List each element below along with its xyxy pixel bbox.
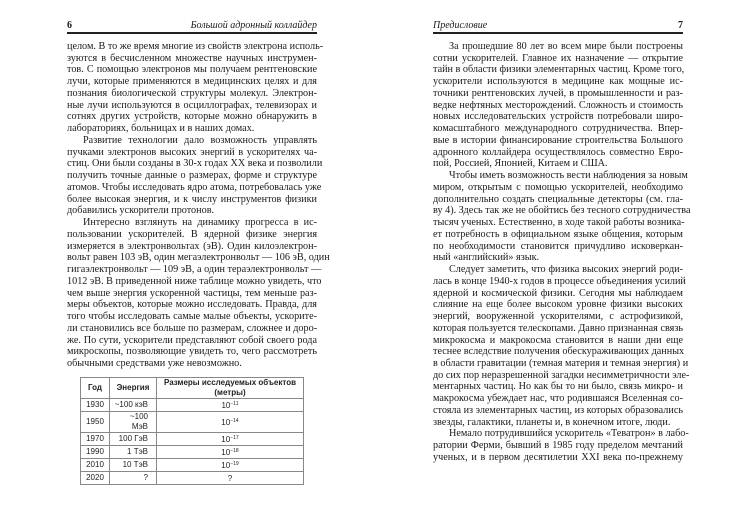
text-line: лучи, которые применяются в медицинских целях и для bbox=[67, 76, 317, 88]
year-cell: 1990 bbox=[81, 446, 110, 459]
text-line: ли становились все больше по размерам, сложнее и доро- bbox=[67, 322, 318, 334]
text-line: стояла из элементарных частиц, из которых образовались bbox=[433, 404, 683, 416]
table-row bbox=[81, 412, 304, 433]
text-line: ментарных частиц. Но как бы то ни было, связь микро- и bbox=[433, 381, 683, 393]
table-row bbox=[81, 459, 304, 472]
text-line: до сих пор неразрешенной загадки несимметричности эле- bbox=[433, 369, 690, 381]
text-line: тов. С помощью электронов мы получаем рентгеновские bbox=[67, 64, 317, 76]
text-line: атомов. Чтобы исследовать ядро атома, потребовалась уже bbox=[67, 181, 322, 193]
size-exponent: −18 bbox=[230, 448, 239, 454]
text-line: лабораториях, больницах и в наших домах. bbox=[67, 123, 255, 135]
energy-cell: 1 ТэВ bbox=[110, 446, 157, 459]
running-title: Большой адронный коллайдер bbox=[190, 20, 317, 31]
running-title: Предисловие bbox=[433, 20, 488, 31]
text-line: получить точные данные о размерах, форме и структуре bbox=[67, 170, 317, 182]
text-line: целом. В то же время многие из свойств электрона исполь- bbox=[67, 41, 324, 52]
table-row bbox=[81, 472, 304, 485]
text-line: меры объектов, которые можно исследовать. Правда, для bbox=[67, 299, 317, 311]
size-cell bbox=[157, 412, 304, 433]
energy-cell: 100 ГэВ bbox=[110, 433, 157, 446]
table-row bbox=[81, 399, 304, 412]
size-exponent: −11 bbox=[230, 401, 239, 407]
right-page bbox=[375, 0, 750, 530]
text-line: ведке нефтяных месторождений. Сложность и стоимость bbox=[433, 99, 683, 111]
text-line: тысяч ученых. Естественно, в ходе такой работы возника- bbox=[433, 217, 685, 229]
text-line: лась в конце 1940-х годов в процессе объединения усилий bbox=[433, 275, 686, 287]
text-line: слияние на еще более высоком уровне физики высоких bbox=[433, 299, 683, 311]
column-header: Год bbox=[81, 378, 110, 399]
year-cell: 1950 bbox=[81, 412, 110, 433]
text-line: чем выше энергия ускоренной частицы, тем меньше раз- bbox=[67, 287, 317, 299]
text-line: Чтобы иметь возможность вести наблюдения за новым bbox=[449, 170, 688, 182]
text-line: вые в истории финансирование строительства Большого bbox=[433, 134, 683, 146]
table-row bbox=[81, 446, 304, 459]
table-row bbox=[81, 433, 304, 446]
text-line: Развитие технологии дало возможность управлять bbox=[83, 134, 317, 146]
text-line: же. По сути, ускорители представляют собой своего рода bbox=[67, 334, 317, 346]
size-exponent: −19 bbox=[230, 461, 239, 467]
year-cell: 1970 bbox=[81, 433, 110, 446]
text-line: пучками электронов высоких энергий в ускорителях ча- bbox=[67, 146, 317, 158]
header-rule bbox=[433, 32, 683, 34]
text-line: по необходимости становится причудливо исковеркан- bbox=[433, 240, 683, 252]
table-header-row bbox=[81, 378, 304, 399]
text-line: гигаэлектронвольт — 109 эВ, а один тераэлектронвольт — bbox=[67, 264, 322, 276]
text-line: Следует заметить, что физика высоких энергий роди- bbox=[449, 264, 683, 276]
text-line: в области гравитации (темная материя и темная энергия) и bbox=[433, 357, 689, 369]
text-line: тайн в области физики элементарных частиц. Кроме того, bbox=[433, 64, 685, 76]
text-line: ядерной и космической физики. Сегодня мы наблюдаем bbox=[433, 287, 683, 299]
text-line: ву 4). Здесь так же не обойтись без тесного сотрудничества bbox=[433, 205, 691, 217]
size-cell bbox=[157, 399, 304, 412]
text-line: сотнях других устройств, которые можно обнаружить в bbox=[67, 111, 317, 123]
energy-cell: ~100 кэВ bbox=[110, 399, 157, 412]
size-base: 10 bbox=[221, 418, 231, 427]
text-line: макрокосма убеждает нас, что родившаяся Вселенная со- bbox=[433, 393, 683, 405]
text-line: 1012 эВ. В приведенной ниже таблице можно увидеть, что bbox=[67, 275, 322, 287]
text-line: которая пользуется телескопами. Давно признанная связь bbox=[433, 322, 683, 334]
text-line: звезды, галактики, планеты и, в конечном итоге, люди. bbox=[433, 416, 671, 428]
text-line: ратории Ферми, бывший в 1985 году пределом мечтаний bbox=[433, 440, 683, 452]
text-line: Интересно взглянуть на динамику прогресса в ис- bbox=[83, 217, 317, 229]
size-exponent: −14 bbox=[230, 418, 239, 424]
text-line: зуются в бесчисленном множестве научных инструмен- bbox=[67, 52, 317, 64]
size-base: 10 bbox=[221, 435, 231, 444]
size-base: 10 bbox=[221, 461, 231, 470]
year-cell: 1930 bbox=[81, 399, 110, 412]
text-line: измеряется в электронвольтах (эВ). Один килоэлектрон- bbox=[67, 240, 317, 252]
size-cell bbox=[157, 459, 304, 472]
text-line: обычными средствами уже невозможно. bbox=[67, 357, 242, 369]
text-line: ные лучи используются в осциллографах, телевизорах и bbox=[67, 99, 317, 111]
size-base: 10 bbox=[221, 448, 231, 457]
text-line: более высокая энергия, и к числу инструментов физики bbox=[67, 193, 317, 205]
text-line: ет потребность в официальном языке общения, которым bbox=[433, 228, 683, 240]
page-number: 7 bbox=[678, 20, 683, 31]
text-line: микроскопы, позволяющие увидеть то, чего рассмотреть bbox=[67, 346, 317, 358]
column-header: Энергия bbox=[110, 378, 157, 399]
text-line: вольт равен 103 эВ, один мегаэлектронвольт — 106 эВ, один bbox=[67, 252, 330, 264]
year-cell: 2010 bbox=[81, 459, 110, 472]
text-line: ускорители используются в медицине как мощные ис- bbox=[433, 76, 683, 88]
column-header: Размеры исследуемых объектов (метры) bbox=[157, 378, 304, 399]
text-line: Немало потрудившийся ускоритель «Теватрон» в лабо- bbox=[449, 428, 689, 440]
text-line: энергий, вооруженной ускорителями, с астрофизикой, bbox=[433, 311, 683, 323]
text-line: миром, открытым с помощью ускорителей, необходимо bbox=[433, 181, 683, 193]
text-line: новых исследовательских устройств потребовали широ- bbox=[433, 111, 683, 123]
text-line: добавились ускорители протонов. bbox=[67, 205, 215, 217]
text-line: ный «английский» язык. bbox=[433, 252, 540, 264]
text-line: познания биологической структуры молекул. Электрон- bbox=[67, 87, 317, 99]
size-exponent: −17 bbox=[230, 435, 239, 441]
text-line: комасштабного международного сотрудничества. Впер- bbox=[433, 123, 683, 135]
energy-cell: ~100 МэВ bbox=[110, 412, 157, 433]
text-line: сотни ускорителей. Главное их назначение — открытие bbox=[433, 52, 683, 64]
text-line: ученых, и в первом десятилетии XXI века по-прежнему bbox=[433, 451, 683, 463]
text-line: пой, Россией, Японией, Китаем и США. bbox=[433, 158, 608, 170]
text-line: стиц. Они были созданы в 30-х годах XX века и позволили bbox=[67, 158, 323, 170]
text-line: теснее вследствие получения обескураживающих данных bbox=[433, 346, 685, 358]
size-cell bbox=[157, 433, 304, 446]
size-base: ? bbox=[227, 474, 233, 483]
size-cell bbox=[157, 446, 304, 459]
text-line: дополнительно создать специальные детекторы (см. гла- bbox=[433, 193, 683, 205]
energy-cell: ? bbox=[110, 472, 157, 485]
energy-cell: 10 ТэВ bbox=[110, 459, 157, 472]
text-line: точники рентгеновских лучей, в промышленности и раз- bbox=[433, 87, 683, 99]
text-line: микрокосма и макрокосма становится в наши дни еще bbox=[433, 334, 683, 346]
page-number: 6 bbox=[67, 20, 72, 31]
text-line: адронного коллайдера осуществлялось совместно Евро- bbox=[433, 146, 683, 158]
text-line: За прошедшие 80 лет во всем мире были построены bbox=[449, 41, 683, 52]
header-rule bbox=[67, 32, 317, 34]
energy-table bbox=[80, 377, 304, 485]
year-cell: 2020 bbox=[81, 472, 110, 485]
text-line: того чтобы исследовать самые малые объекты, ускорите- bbox=[67, 311, 317, 323]
size-cell bbox=[157, 472, 304, 485]
text-line: пользовании ускорителей. В ядерной физике энергия bbox=[67, 228, 317, 240]
size-base: 10 bbox=[221, 401, 231, 410]
